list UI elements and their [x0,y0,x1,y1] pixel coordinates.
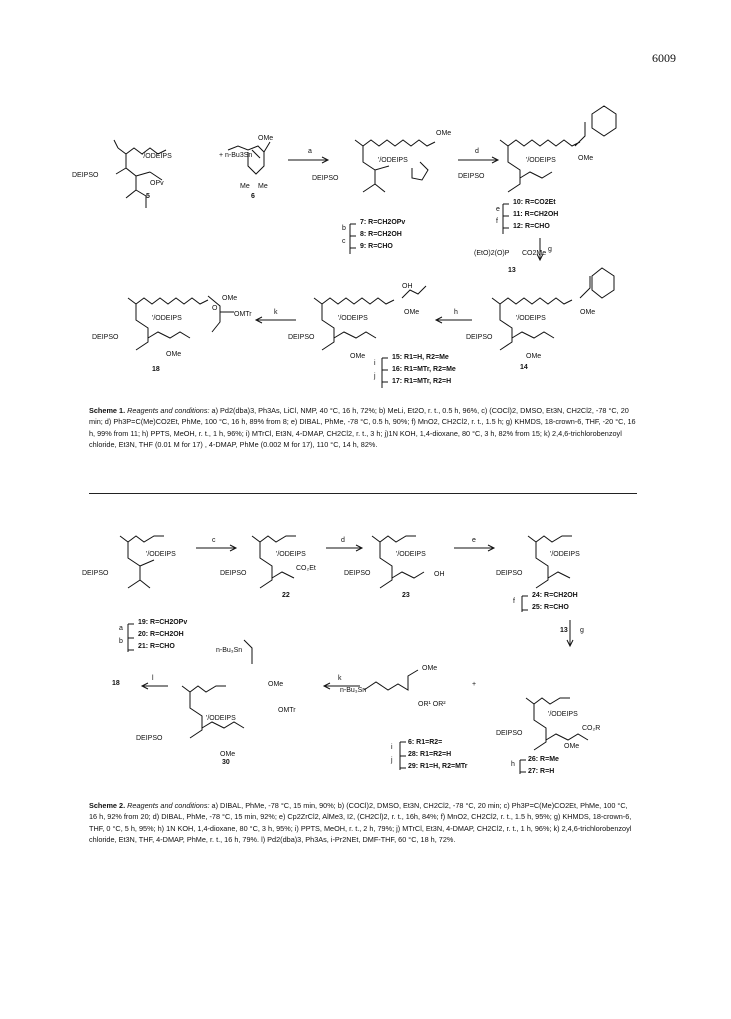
step-label-i: i [374,360,376,367]
compound-30-label: 30 [222,759,230,766]
compound-22-label: 22 [282,592,290,599]
compound-12-label: 12: R=CHO [513,223,550,230]
compound-9-label: 9: R=CHO [360,243,393,250]
svg-text:DEIPSO: DEIPSO [344,570,371,577]
svg-text:'/ODEIPS: '/ODEIPS [550,551,580,558]
step-label-e: e [496,206,500,213]
svg-text:'/ODEIPS: '/ODEIPS [152,315,182,322]
svg-text:OMe: OMe [564,743,580,750]
compound-16-label: 16: R1=MTr, R2=Me [392,366,456,373]
phosphonate-formula: (EtO)2(O)P [474,250,510,257]
svg-text:'/ODEIPS: '/ODEIPS [526,157,556,164]
compound-28-label: 28: R1=R2=H [408,751,452,758]
s2-compound-6-label: 6: R1=R2= [408,739,443,746]
compound-17-label: 17: R1=MTr, R2=H [392,378,452,385]
compound-29-label: 29: R1=H, R2=MTr [408,763,468,770]
arrow-label-k: k [274,309,278,316]
svg-text:DEIPSO: DEIPSO [136,735,163,742]
svg-text:OH: OH [402,283,413,290]
svg-text:OR¹ OR²: OR¹ OR² [418,701,446,708]
compound-7-label: 7: R=CH2OPv [360,219,406,226]
svg-text:'/ODEIPS: '/ODEIPS [276,551,306,558]
svg-text:'/ODEIPS: '/ODEIPS [396,551,426,558]
svg-text:OMe: OMe [580,309,596,316]
svg-text:OMe: OMe [422,665,438,672]
compound-5-label: 5 [146,193,150,200]
svg-text:OMe: OMe [258,135,274,142]
svg-text:OMTr: OMTr [278,707,296,714]
svg-text:+: + [472,681,477,688]
svg-text:OMe: OMe [350,353,366,360]
s2-arrow-label-k: k [338,675,342,682]
arrow-label-g: g [548,246,552,253]
s2-arrow-label-l: l [152,675,154,682]
svg-text:'/ODEIPS: '/ODEIPS [548,711,578,718]
svg-text:OH: OH [434,571,445,578]
svg-text:DEIPSO: DEIPSO [82,570,109,577]
svg-text:DEIPSO: DEIPSO [220,570,247,577]
svg-text:OMe: OMe [220,751,236,758]
compound-24-label: 24: R=CH2OH [532,592,578,599]
svg-text:OMe: OMe [578,155,594,162]
svg-text:OMe: OMe [526,353,542,360]
svg-text:CO₂R: CO₂R [582,725,601,732]
s2-compound-18-label: 18 [112,680,120,687]
compound-13-label: 13 [508,267,516,274]
s2-compound-13-label: 13 [560,627,568,634]
compound-11-label: 11: R=CH2OH [513,211,559,218]
compound-19-label: 19: R=CH2OPv [138,619,188,626]
scheme-divider [89,493,637,494]
step-label-b: b [342,225,346,232]
s2-arrow-label-d: d [341,537,345,544]
phosphonate-ester: CO2Me [522,250,547,257]
scheme2-caption-lead: Reagents and conditions: [127,801,210,810]
svg-text:'/ODEIPS: '/ODEIPS [516,315,546,322]
svg-text:O: O [212,305,218,312]
compound-8-label: 8: R=CH2OH [360,231,402,238]
svg-text:DEIPSO: DEIPSO [496,730,523,737]
arrow-label-a: a [308,148,312,155]
scheme2-caption [89,800,637,846]
svg-text:'/ODEIPS: '/ODEIPS [338,315,368,322]
compound-27-label: 27: R=H [528,768,555,775]
svg-text:'/ODEIPS: '/ODEIPS [142,153,172,160]
svg-text:n-Bu₃Sn: n-Bu₃Sn [216,647,243,654]
scheme1-caption-body: a) Pd2(dba)3, Ph3As, LiCl, NMP, 40 °C, 16 h, 72%; b) MeLi, Et2O, r. t., 0.5 h, 96%, c) (COCl)2, DMSO, Et3N, CH2Cl2, -78 °C, 20 min; d) Ph3P=C(Me)CO2Et, PhMe, 100 °C, 16 h, 89% from 8; e) DIBAL, PhMe, -78 °C, 0.5 h, 90%; f) MnO2, CH2Cl2, r. t., 1.5 h; g) KHMDS, 18-crown-6, THF, -20 °C, 16 h, 99% from 11; h) PPTS, MeOH, r. t., 1 h, 96%; i) MTrCl, Et3N, 4-DMAP, CH2Cl2, r. t., 3 h; j)1N KOH, 1,4-dioxane, 80 °C, 3 h, 82% from 15; k) 2,4,6-trichlorobenzoyl chloride, Et3N, THF (0.01 M for 17) , 4-DMAP, PhMe (0.002 M for 17), 110 °C, 14 h, 82%. [89,406,636,450]
arrow-label-h: h [454,309,458,316]
svg-text:'/ODEIPS: '/ODEIPS [206,715,236,722]
compound-10-label: 10: R=CO2Et [513,199,556,206]
compound-21-label: 21: R=CHO [138,643,175,650]
s2-step-label-j: j [391,757,393,764]
svg-text:OPv: OPv [150,180,164,187]
svg-text:OMe: OMe [436,130,452,137]
svg-text:OMe: OMe [404,309,420,316]
svg-text:DEIPSO: DEIPSO [72,172,99,179]
compound-18-label: 18 [152,366,160,373]
scheme2-caption-title: Scheme 2. [89,801,126,810]
step-label-f: f [496,218,498,225]
svg-text:DEIPSO: DEIPSO [288,334,315,341]
svg-text:DEIPSO: DEIPSO [312,175,339,182]
svg-text:OMTr: OMTr [234,311,252,318]
compound-23-label: 23 [402,592,410,599]
scheme1-caption-lead: Reagents and conditions: [127,406,210,415]
svg-text:DEIPSO: DEIPSO [92,334,119,341]
step-label-c: c [342,238,346,245]
compound-20-label: 20: R=CH2OH [138,631,184,638]
s2-arrow-label-e: e [472,537,476,544]
svg-text:'/ODEIPS: '/ODEIPS [378,157,408,164]
compound-14-label: 14 [520,364,528,371]
svg-text:CO₂Et: CO₂Et [296,565,316,572]
s2-step-label-h: h [511,761,515,768]
s2-step-label-a: a [119,625,123,632]
scheme1-caption-title: Scheme 1. [89,406,126,415]
svg-text:'/ODEIPS: '/ODEIPS [146,551,176,558]
svg-text:Me: Me [258,183,268,190]
svg-text:OMe: OMe [268,681,284,688]
step-label-j: j [374,373,376,380]
s2-arrow-label-g: g [580,627,584,634]
svg-text:DEIPSO: DEIPSO [496,570,523,577]
tin-reagent-prefix: + n-Bu3Sn [219,152,253,159]
s2-step-label-f: f [513,598,515,605]
svg-text:n-Bu₃Sn: n-Bu₃Sn [340,687,367,694]
s2-arrow-label-c: c [212,537,216,544]
compound-15-label: 15: R1=H, R2=Me [392,354,449,361]
compound-25-label: 25: R=CHO [532,604,569,611]
scheme2-caption-body: a) DIBAL, PhMe, -78 °C, 15 min, 90%; b) (COCl)2, DMSO, Et3N, CH2Cl2, -78 °C, 20 min; c) Ph3P=C(Me)CO2Et, PhMe, 100 °C, 16 h, 92% from 20; d) DIBAL, PhMe, -78 °C, 15 min, 92%; e) Cp2ZrCl2, AlMe3, I2, (CH2Cl)2, r. t., 16h, 84%; f) MnO2, CH2Cl2, r. t., 1.5 h, 95%; g) KHMDS, 18-crown-6, THF, 0 °C, 5 h, 95%; h) 1N KOH, 1,4-dioxane, 80 °C, 3 h, 95%; i) PPTS, MeOH, r. t., 2 h, 79%; j) MTrCl, Et3N, 4-DMAP, CH2Cl2, r. t., 1 h, 96%; k) 2,4,6-trichlorobenzoyl chloride, Et3N, THF, 4-DMAP, PhMe, r. t., 16 h, 79%. l) Pd2(dba)3, Ph3As, i-Pr2NEt, DMF-THF, 60 °C, 18 h, 72%. [89,801,632,845]
svg-text:Me: Me [240,183,250,190]
compound-6-label: 6 [251,193,255,200]
svg-text:DEIPSO: DEIPSO [458,173,485,180]
svg-text:DEIPSO: DEIPSO [466,334,493,341]
scheme1-caption [89,405,637,451]
s2-step-label-i: i [391,744,393,751]
s2-step-label-b: b [119,638,123,645]
arrow-label-d: d [475,148,479,155]
svg-text:OMe: OMe [222,295,238,302]
page-number: 6009 [652,51,676,65]
svg-text:OMe: OMe [166,351,182,358]
compound-26-label: 26: R=Me [528,756,559,763]
